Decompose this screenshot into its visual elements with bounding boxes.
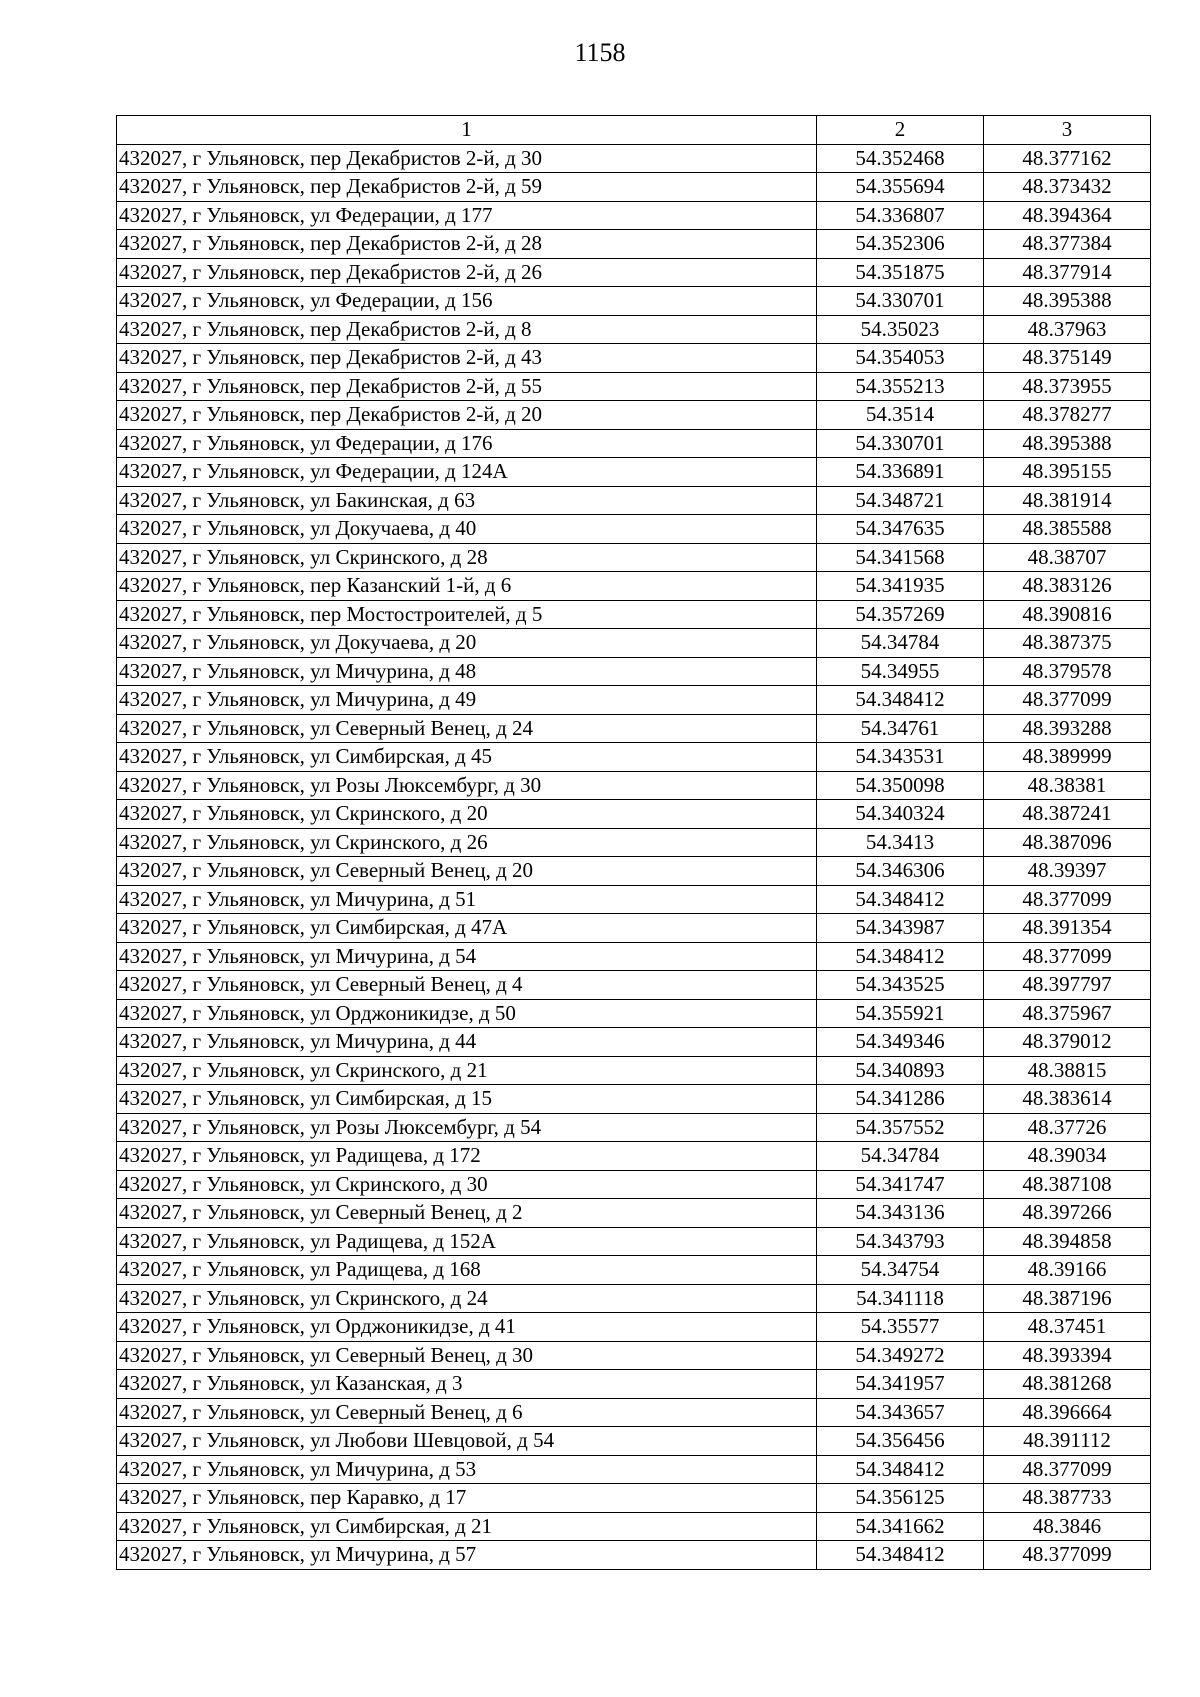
longitude-cell: 48.385588 [984, 515, 1151, 544]
address-cell: 432027, г Ульяновск, ул Скринского, д 21 [117, 1056, 817, 1085]
latitude-cell: 54.343987 [817, 914, 984, 943]
longitude-cell: 48.379578 [984, 657, 1151, 686]
address-cell: 432027, г Ульяновск, ул Мичурина, д 53 [117, 1455, 817, 1484]
latitude-cell: 54.341957 [817, 1370, 984, 1399]
address-cell: 432027, г Ульяновск, ул Скринского, д 26 [117, 828, 817, 857]
latitude-cell: 54.357552 [817, 1113, 984, 1142]
address-cell: 432027, г Ульяновск, ул Федерации, д 124А [117, 458, 817, 487]
latitude-cell: 54.348721 [817, 486, 984, 515]
longitude-cell: 48.375149 [984, 344, 1151, 373]
table-row [117, 372, 1151, 401]
latitude-cell: 54.3514 [817, 401, 984, 430]
table-row [117, 714, 1151, 743]
address-cell: 432027, г Ульяновск, ул Мичурина, д 54 [117, 942, 817, 971]
longitude-cell: 48.377099 [984, 686, 1151, 715]
column-header-2: 2 [817, 116, 984, 145]
table-row [117, 857, 1151, 886]
latitude-cell: 54.343531 [817, 743, 984, 772]
table-row [117, 1512, 1151, 1541]
table-row [117, 1227, 1151, 1256]
longitude-cell: 48.395388 [984, 287, 1151, 316]
latitude-cell: 54.350098 [817, 771, 984, 800]
latitude-cell: 54.355921 [817, 999, 984, 1028]
header-row [117, 116, 1151, 145]
latitude-cell: 54.35023 [817, 315, 984, 344]
table-row [117, 885, 1151, 914]
longitude-cell: 48.377099 [984, 942, 1151, 971]
latitude-cell: 54.341747 [817, 1170, 984, 1199]
address-cell: 432027, г Ульяновск, ул Скринского, д 20 [117, 800, 817, 829]
latitude-cell: 54.355213 [817, 372, 984, 401]
address-cell: 432027, г Ульяновск, ул Федерации, д 177 [117, 201, 817, 230]
longitude-cell: 48.387108 [984, 1170, 1151, 1199]
latitude-cell: 54.34955 [817, 657, 984, 686]
address-cell: 432027, г Ульяновск, ул Северный Венец, д 20 [117, 857, 817, 886]
address-cell: 432027, г Ульяновск, пер Декабристов 2-й, д 30 [117, 144, 817, 173]
address-cell: 432027, г Ульяновск, ул Бакинская, д 63 [117, 486, 817, 515]
table-row [117, 629, 1151, 658]
longitude-cell: 48.379012 [984, 1028, 1151, 1057]
table-row [117, 515, 1151, 544]
latitude-cell: 54.330701 [817, 429, 984, 458]
latitude-cell: 54.348412 [817, 1455, 984, 1484]
address-cell: 432027, г Ульяновск, пер Декабристов 2-й, д 20 [117, 401, 817, 430]
address-cell: 432027, г Ульяновск, пер Декабристов 2-й, д 43 [117, 344, 817, 373]
latitude-cell: 54.356125 [817, 1484, 984, 1513]
latitude-cell: 54.343793 [817, 1227, 984, 1256]
longitude-cell: 48.373955 [984, 372, 1151, 401]
longitude-cell: 48.38707 [984, 543, 1151, 572]
longitude-cell: 48.377914 [984, 258, 1151, 287]
latitude-cell: 54.341286 [817, 1085, 984, 1114]
latitude-cell: 54.336891 [817, 458, 984, 487]
longitude-cell: 48.394858 [984, 1227, 1151, 1256]
longitude-cell: 48.377099 [984, 1455, 1151, 1484]
latitude-cell: 54.343657 [817, 1398, 984, 1427]
address-cell: 432027, г Ульяновск, ул Орджоникидзе, д 41 [117, 1313, 817, 1342]
address-cell: 432027, г Ульяновск, ул Мичурина, д 57 [117, 1541, 817, 1570]
longitude-cell: 48.37963 [984, 315, 1151, 344]
latitude-cell: 54.341568 [817, 543, 984, 572]
longitude-cell: 48.39034 [984, 1142, 1151, 1171]
table-row [117, 828, 1151, 857]
address-cell: 432027, г Ульяновск, ул Симбирская, д 45 [117, 743, 817, 772]
latitude-cell: 54.355694 [817, 173, 984, 202]
table-row [117, 1284, 1151, 1313]
latitude-cell: 54.357269 [817, 600, 984, 629]
longitude-cell: 48.383614 [984, 1085, 1151, 1114]
address-cell: 432027, г Ульяновск, пер Декабристов 2-й, д 26 [117, 258, 817, 287]
table-row [117, 1142, 1151, 1171]
longitude-cell: 48.38381 [984, 771, 1151, 800]
table-body [117, 144, 1151, 1569]
latitude-cell: 54.34784 [817, 629, 984, 658]
table-row [117, 1427, 1151, 1456]
table-row [117, 486, 1151, 515]
latitude-cell: 54.352306 [817, 230, 984, 259]
address-cell: 432027, г Ульяновск, ул Докучаева, д 20 [117, 629, 817, 658]
table-row [117, 914, 1151, 943]
address-cell: 432027, г Ульяновск, ул Мичурина, д 49 [117, 686, 817, 715]
table-row [117, 230, 1151, 259]
latitude-cell: 54.351875 [817, 258, 984, 287]
longitude-cell: 48.387096 [984, 828, 1151, 857]
longitude-cell: 48.377099 [984, 885, 1151, 914]
address-cell: 432027, г Ульяновск, ул Скринского, д 24 [117, 1284, 817, 1313]
table-row [117, 1028, 1151, 1057]
longitude-cell: 48.389999 [984, 743, 1151, 772]
table-row [117, 600, 1151, 629]
address-cell: 432027, г Ульяновск, ул Федерации, д 176 [117, 429, 817, 458]
table-row [117, 144, 1151, 173]
address-cell: 432027, г Ульяновск, ул Мичурина, д 51 [117, 885, 817, 914]
latitude-cell: 54.34784 [817, 1142, 984, 1171]
longitude-cell: 48.38815 [984, 1056, 1151, 1085]
latitude-cell: 54.352468 [817, 144, 984, 173]
address-cell: 432027, г Ульяновск, пер Каравко, д 17 [117, 1484, 817, 1513]
address-cell: 432027, г Ульяновск, ул Северный Венец, д 4 [117, 971, 817, 1000]
address-cell: 432027, г Ульяновск, ул Розы Люксембург, д 30 [117, 771, 817, 800]
table-row [117, 1170, 1151, 1199]
longitude-cell: 48.377384 [984, 230, 1151, 259]
address-cell: 432027, г Ульяновск, пер Мостостроителей, д 5 [117, 600, 817, 629]
address-cell: 432027, г Ульяновск, ул Радищева, д 172 [117, 1142, 817, 1171]
address-cell: 432027, г Ульяновск, ул Мичурина, д 44 [117, 1028, 817, 1057]
table-row [117, 458, 1151, 487]
address-cell: 432027, г Ульяновск, пер Декабристов 2-й, д 8 [117, 315, 817, 344]
latitude-cell: 54.348412 [817, 942, 984, 971]
latitude-cell: 54.35577 [817, 1313, 984, 1342]
table-row [117, 1398, 1151, 1427]
table-row [117, 657, 1151, 686]
longitude-cell: 48.375967 [984, 999, 1151, 1028]
table-row [117, 173, 1151, 202]
latitude-cell: 54.343136 [817, 1199, 984, 1228]
longitude-cell: 48.397266 [984, 1199, 1151, 1228]
longitude-cell: 48.387196 [984, 1284, 1151, 1313]
longitude-cell: 48.387733 [984, 1484, 1151, 1513]
latitude-cell: 54.348412 [817, 1541, 984, 1570]
table-row [117, 1455, 1151, 1484]
table-row [117, 1313, 1151, 1342]
table-row [117, 287, 1151, 316]
latitude-cell: 54.341935 [817, 572, 984, 601]
longitude-cell: 48.377099 [984, 1541, 1151, 1570]
page-number: 1158 [574, 38, 626, 67]
table-row [117, 1085, 1151, 1114]
latitude-cell: 54.354053 [817, 344, 984, 373]
address-cell: 432027, г Ульяновск, ул Скринского, д 30 [117, 1170, 817, 1199]
address-cell: 432027, г Ульяновск, ул Северный Венец, д 6 [117, 1398, 817, 1427]
longitude-cell: 48.387375 [984, 629, 1151, 658]
table-row [117, 543, 1151, 572]
address-cell: 432027, г Ульяновск, пер Декабристов 2-й, д 59 [117, 173, 817, 202]
longitude-cell: 48.395155 [984, 458, 1151, 487]
latitude-cell: 54.341662 [817, 1512, 984, 1541]
latitude-cell: 54.348412 [817, 885, 984, 914]
table-row [117, 1341, 1151, 1370]
address-cell: 432027, г Ульяновск, пер Казанский 1-й, д 6 [117, 572, 817, 601]
longitude-cell: 48.3846 [984, 1512, 1151, 1541]
longitude-cell: 48.39397 [984, 857, 1151, 886]
longitude-cell: 48.397797 [984, 971, 1151, 1000]
address-cell: 432027, г Ульяновск, ул Северный Венец, д 30 [117, 1341, 817, 1370]
table-row [117, 971, 1151, 1000]
longitude-cell: 48.396664 [984, 1398, 1151, 1427]
address-cell: 432027, г Ульяновск, ул Мичурина, д 48 [117, 657, 817, 686]
longitude-cell: 48.37451 [984, 1313, 1151, 1342]
longitude-cell: 48.37726 [984, 1113, 1151, 1142]
table-row [117, 1256, 1151, 1285]
table-row [117, 771, 1151, 800]
longitude-cell: 48.391354 [984, 914, 1151, 943]
longitude-cell: 48.378277 [984, 401, 1151, 430]
address-cell: 432027, г Ульяновск, пер Декабристов 2-й, д 28 [117, 230, 817, 259]
longitude-cell: 48.391112 [984, 1427, 1151, 1456]
table-row [117, 572, 1151, 601]
table-row [117, 1484, 1151, 1513]
longitude-cell: 48.390816 [984, 600, 1151, 629]
longitude-cell: 48.394364 [984, 201, 1151, 230]
table-header [117, 116, 1151, 145]
longitude-cell: 48.383126 [984, 572, 1151, 601]
latitude-cell: 54.349346 [817, 1028, 984, 1057]
address-cell: 432027, г Ульяновск, ул Федерации, д 156 [117, 287, 817, 316]
latitude-cell: 54.34761 [817, 714, 984, 743]
longitude-cell: 48.377162 [984, 144, 1151, 173]
table-row [117, 942, 1151, 971]
latitude-cell: 54.341118 [817, 1284, 984, 1313]
latitude-cell: 54.3413 [817, 828, 984, 857]
latitude-cell: 54.343525 [817, 971, 984, 1000]
address-cell: 432027, г Ульяновск, ул Северный Венец, д 2 [117, 1199, 817, 1228]
table-row [117, 344, 1151, 373]
longitude-cell: 48.393288 [984, 714, 1151, 743]
table-row [117, 1056, 1151, 1085]
latitude-cell: 54.348412 [817, 686, 984, 715]
table-row [117, 743, 1151, 772]
table-row [117, 1370, 1151, 1399]
latitude-cell: 54.34754 [817, 1256, 984, 1285]
longitude-cell: 48.381268 [984, 1370, 1151, 1399]
table-row [117, 1541, 1151, 1570]
latitude-cell: 54.340893 [817, 1056, 984, 1085]
longitude-cell: 48.393394 [984, 1341, 1151, 1370]
latitude-cell: 54.340324 [817, 800, 984, 829]
longitude-cell: 48.387241 [984, 800, 1151, 829]
address-cell: 432027, г Ульяновск, ул Радищева, д 168 [117, 1256, 817, 1285]
address-cell: 432027, г Ульяновск, ул Орджоникидзе, д 50 [117, 999, 817, 1028]
latitude-cell: 54.356456 [817, 1427, 984, 1456]
table-row [117, 1199, 1151, 1228]
longitude-cell: 48.395388 [984, 429, 1151, 458]
latitude-cell: 54.349272 [817, 1341, 984, 1370]
longitude-cell: 48.373432 [984, 173, 1151, 202]
table-row [117, 315, 1151, 344]
table-row [117, 800, 1151, 829]
address-cell: 432027, г Ульяновск, ул Скринского, д 28 [117, 543, 817, 572]
address-cell: 432027, г Ульяновск, ул Любови Шевцовой, д 54 [117, 1427, 817, 1456]
latitude-cell: 54.346306 [817, 857, 984, 886]
address-cell: 432027, г Ульяновск, ул Северный Венец, д 24 [117, 714, 817, 743]
address-cell: 432027, г Ульяновск, ул Симбирская, д 21 [117, 1512, 817, 1541]
column-header-1: 1 [117, 116, 817, 145]
table-row [117, 1113, 1151, 1142]
table-row [117, 686, 1151, 715]
latitude-cell: 54.330701 [817, 287, 984, 316]
address-cell: 432027, г Ульяновск, ул Симбирская, д 47А [117, 914, 817, 943]
column-header-3: 3 [984, 116, 1151, 145]
latitude-cell: 54.336807 [817, 201, 984, 230]
table-row [117, 999, 1151, 1028]
table-row [117, 201, 1151, 230]
longitude-cell: 48.39166 [984, 1256, 1151, 1285]
latitude-cell: 54.347635 [817, 515, 984, 544]
address-cell: 432027, г Ульяновск, ул Казанская, д 3 [117, 1370, 817, 1399]
address-cell: 432027, г Ульяновск, пер Декабристов 2-й, д 55 [117, 372, 817, 401]
table-row [117, 429, 1151, 458]
address-cell: 432027, г Ульяновск, ул Розы Люксембург, д 54 [117, 1113, 817, 1142]
address-cell: 432027, г Ульяновск, ул Радищева, д 152А [117, 1227, 817, 1256]
table-row [117, 401, 1151, 430]
address-coordinates-table [116, 115, 1151, 1570]
address-cell: 432027, г Ульяновск, ул Докучаева, д 40 [117, 515, 817, 544]
longitude-cell: 48.381914 [984, 486, 1151, 515]
address-cell: 432027, г Ульяновск, ул Симбирская, д 15 [117, 1085, 817, 1114]
table-row [117, 258, 1151, 287]
